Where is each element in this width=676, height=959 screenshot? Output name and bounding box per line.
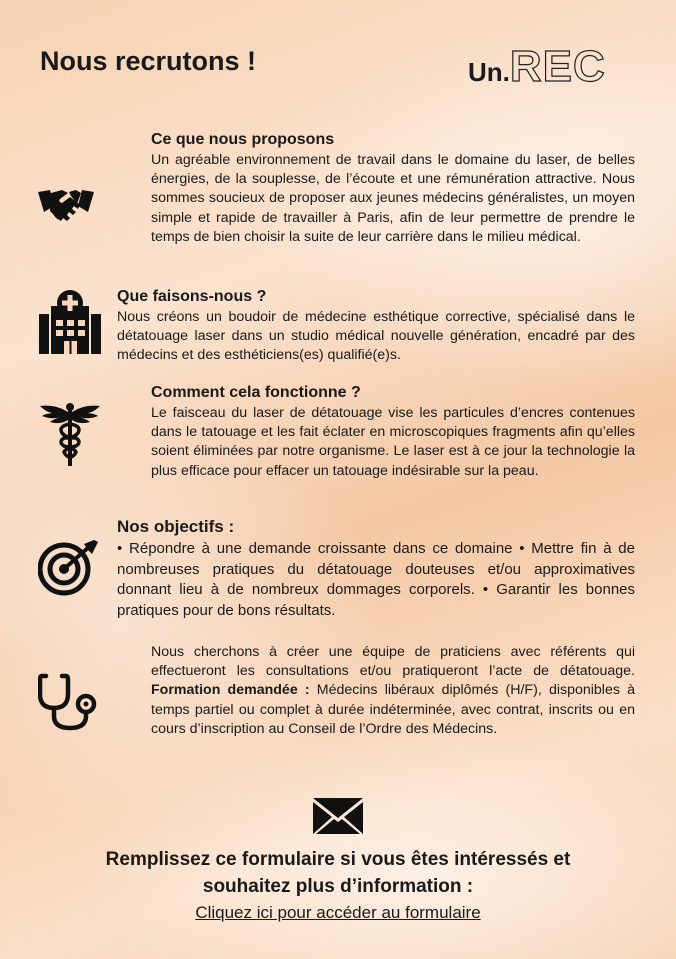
cta-line-1: Remplissez ce formulaire si vous êtes intéressés et (105, 849, 571, 870)
section-text: • Répondre à une demande croissante dans ce domaine • Mettre fin à de nombreuses pratiques du détatouage douteuses et/ou approximatives donnant lieu à de nombreux dommages corporels. • Garantir les bonnes pratiques pour de bons résultats. (117, 540, 635, 619)
stethoscope-icon (38, 672, 102, 732)
brand-logo (468, 42, 606, 92)
section-text: Un agréable environnement de travail dans le domaine du laser, de belles énergies, de la souplesse, de l’écoute et une rémunération attractive. Nous sommes soucieux de proposer aux jeunes médecins généralistes, un moyen simple et rapide de travailler à Paris, afin de leur permettre de prendre le temps de bien choisir la suite de leur carrière dans le milieu médical. (151, 152, 635, 245)
page-title: Nous recrutons ! (40, 46, 257, 76)
section-activity (117, 288, 635, 366)
call-to-action (0, 846, 676, 923)
section-goals (117, 517, 635, 621)
caduceus-icon (38, 402, 102, 466)
training-label: Formation demandée : (151, 682, 310, 699)
section-recruitment (151, 643, 635, 739)
logo-prefix: Un. (468, 57, 510, 87)
text-intro: Nous cherchons à créer une équipe de praticiens avec référents qui effectueront les consultations et/ou pratiqueront l’acte de détatouage. (151, 644, 635, 680)
section-how (151, 384, 635, 481)
section-heading: Nos objectifs : (117, 517, 235, 536)
form-link[interactable]: Cliquez ici pour accéder au formulaire (195, 903, 481, 922)
section-heading: Que faisons-nous ? (117, 288, 267, 305)
section-text: Nous créons un boudoir de médecine esthétique corrective, spécialisé dans le détatouage laser dans un studio médical nouvelle génération, encadré par des médecins et des esthéticiens(es) qualifié(e)s. (117, 309, 635, 364)
cta-line-2: souhaitez plus d’information : (202, 876, 474, 897)
handshake-icon (38, 184, 94, 228)
section-text (151, 643, 635, 739)
section-heading: Comment cela fonctionne ? (151, 384, 361, 401)
hospital-icon (39, 290, 101, 354)
logo-main: REC (509, 42, 606, 91)
envelope-icon (313, 798, 363, 834)
section-offer (151, 131, 635, 247)
target-icon (38, 540, 100, 596)
text-requirements: Médecins libéraux diplômés (H/F), disponibles à temps partiel ou complet à durée indéterminée, avec contrat, inscrits ou en cours d’inscription au Conseil de l’Ordre des Médecins. (151, 682, 635, 737)
section-heading: Ce que nous proposons (151, 131, 335, 148)
section-text: Le faisceau du laser de détatouage vise les particules d’encres contenues dans le tatouage et les fait éclater en microscopiques fragments afin qu’elles soient éliminées par notre organisme. Le laser est à ce jour la technologie la plus efficace pour effacer un tatouage indésirable sur la peau. (151, 405, 635, 479)
